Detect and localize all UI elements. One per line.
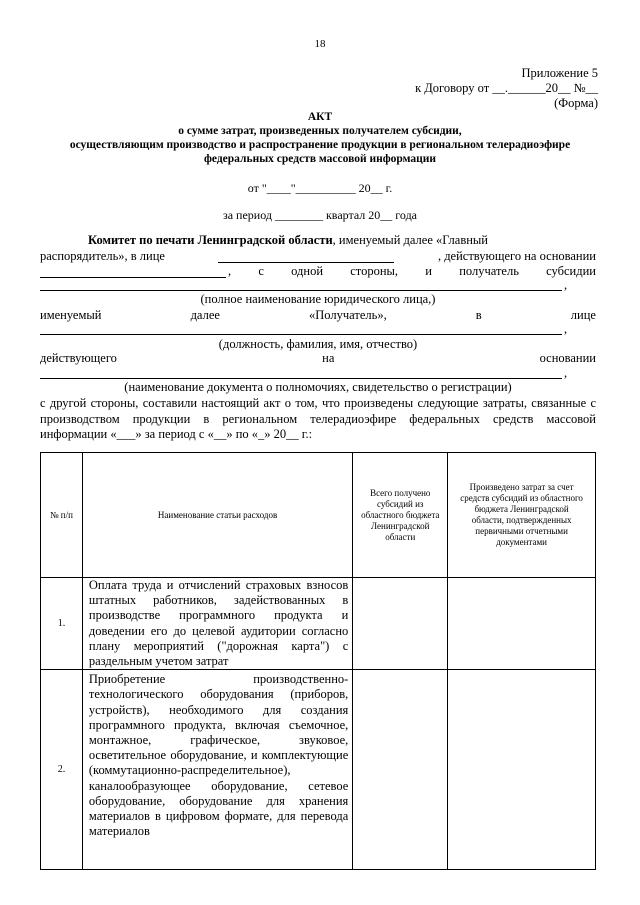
parties-line-3-word-5: получатель <box>459 264 519 278</box>
parties-line-3-word-4: и <box>425 264 432 278</box>
fill-line-representative <box>218 262 394 263</box>
parties-line-3-word-1: с <box>258 264 264 278</box>
header-spent: Произведено затрат за счет средств субсидий из областного бюджета Ленинградской области, подтвержденных первичными отчетными документами <box>448 453 596 578</box>
header-expense-name: Наименование статьи расходов <box>82 453 352 578</box>
row-expense-text: Оплата труда и отчислений страховых взносов штатных работников, задействованных в производстве программного продукта и доведении его до целевой аудитории согласно плану мероприятий ("дорожная карта") с раздельным учетом затрат <box>82 578 352 670</box>
comma-3: , <box>564 366 568 380</box>
comma-2: , <box>564 322 568 336</box>
comma-1: , <box>564 278 568 292</box>
parties-line-3-word-6: субсидии <box>546 264 596 278</box>
row-expense-text: Приобретение производственно-технологического оборудования (приборов, устройств), необходимого для создания программного продукта, включая съемочное, монтажное, графическое, звуковое, осветительное оборудование, и комплектующие (коммутационно-распределительное), каналообразующее оборудование, сетевое оборудование, оборудование для хранения материалов в цифровом формате, для перевода материалов <box>82 670 352 870</box>
table-row <box>41 670 596 870</box>
caption-position: (должность, фамилия, имя, отчество) <box>218 337 418 351</box>
parties-line-2-end: , действующего на основании <box>437 249 596 263</box>
parties-line-2-start: распорядитель», в лице <box>40 249 165 263</box>
row-num: 2. <box>41 670 83 870</box>
named-word-2: далее <box>190 308 220 322</box>
row-received-cell[interactable] <box>353 670 448 870</box>
appendix-contract-ref: к Договору от __.______20__ №__ <box>415 81 598 95</box>
acting-word-3: основании <box>539 351 596 365</box>
doc-subtitle-2: осуществляющим производство и распространение продукции в региональном телерадиоэфире <box>69 139 571 151</box>
parties-line-3 <box>228 264 596 279</box>
named-word-4: в <box>475 308 482 322</box>
named-word-1: именуемый <box>40 308 102 322</box>
fill-line-basis <box>40 277 226 278</box>
named-line <box>40 308 596 323</box>
appendix-form-label: (Форма) <box>554 96 598 110</box>
named-word-3: «Получатель», <box>309 308 387 322</box>
parties-line-3-word-3: стороны, <box>350 264 399 278</box>
parties-paragraph-2: с другой стороны, составили настоящий акт о том, что произведены следующие затраты, связанные с производством продукции в региональном телерадиоэфире федеральных средств массовой информации «___» за период с «__» по «_» 20__ г.: <box>40 396 596 441</box>
row-spent-cell[interactable] <box>448 670 596 870</box>
page-number: 18 <box>314 38 326 50</box>
fill-line-legal-entity <box>40 290 562 291</box>
caption-document: (наименование документа о полномочиях, свидетельство о регистрации) <box>124 380 512 394</box>
header-received: Всего получено субсидий из областного бюджета Ленинградской области <box>353 453 448 578</box>
doc-title: АКТ <box>307 111 333 123</box>
period-line: за период ________ квартал 20__ года <box>222 208 418 222</box>
row-num: 1. <box>41 578 83 670</box>
doc-subtitle-3: федеральных средств массовой информации <box>203 153 437 165</box>
fill-line-position <box>40 334 562 335</box>
table-row <box>41 578 596 670</box>
acting-word-2: на <box>322 351 335 365</box>
parties-line-1-rest: , именуемый далее «Главный <box>332 233 488 247</box>
expenses-table <box>40 452 596 870</box>
committee-name: Комитет по печати Ленинградской области <box>88 233 333 247</box>
row-received-cell[interactable] <box>353 578 448 670</box>
acting-line <box>40 351 596 366</box>
parties-line-3-word-2: одной <box>291 264 324 278</box>
header-num: № п/п <box>41 453 83 578</box>
parties-line-3-comma: , <box>228 264 232 278</box>
named-word-5: лице <box>570 308 596 322</box>
appendix-label: Приложение 5 <box>521 66 598 80</box>
row-spent-cell[interactable] <box>448 578 596 670</box>
parties-line-1 <box>88 233 596 248</box>
fill-line-document <box>40 378 562 379</box>
table-header-row <box>41 453 596 578</box>
caption-legal-entity: (полное наименование юридического лица,) <box>200 292 436 306</box>
doc-subtitle-1: о сумме затрат, произведенных получателем субсидии, <box>178 125 462 137</box>
date-line: от "____"__________ 20__ г. <box>247 181 393 195</box>
acting-word-1: действующего <box>40 351 117 365</box>
